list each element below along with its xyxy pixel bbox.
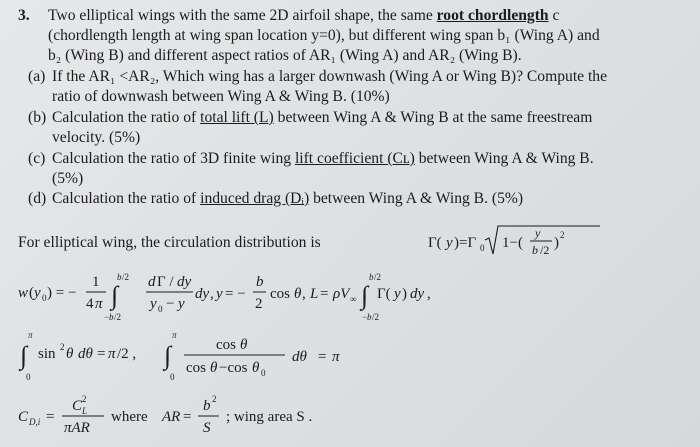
svg-text:θ: θ: [210, 360, 218, 376]
svg-text:Γ(: Γ(: [428, 235, 442, 251]
svg-text:C: C: [18, 409, 29, 425]
svg-text:0: 0: [480, 243, 485, 253]
svg-text:b: b: [109, 312, 114, 322]
part-c-label: (c): [28, 150, 46, 167]
downwash-formula: [18, 272, 431, 322]
svg-text:/2: /2: [114, 312, 122, 322]
part-c-post: between Wing A & Wing B.: [418, 150, 594, 167]
part-b-line-2: velocity. (5%): [52, 129, 141, 146]
svg-text:2: 2: [255, 296, 263, 312]
svg-text:) = −: ) = −: [47, 285, 77, 301]
part-d-pre: Calculation the ratio of: [52, 190, 197, 207]
svg-text:y: y: [216, 286, 223, 302]
svg-text:∫: ∫: [111, 281, 119, 310]
svg-text:−: −: [362, 312, 368, 322]
svg-text:b: b: [367, 312, 372, 322]
svg-text:π: π: [172, 330, 177, 340]
svg-text:dθ: dθ: [78, 346, 93, 362]
svg-text:dy: dy: [177, 274, 192, 290]
svg-text:=: =: [318, 349, 327, 365]
svg-text:/2 ,: /2 ,: [117, 346, 137, 362]
svg-text:b: b: [203, 398, 211, 414]
svg-text:d: d: [148, 274, 156, 290]
induced-drag-term: induced drag (Dᵢ): [200, 190, 310, 207]
part-b-pre: Calculation the ratio of: [52, 109, 197, 126]
svg-text:4: 4: [86, 296, 94, 312]
svg-text:b: b: [256, 274, 264, 290]
svg-text:): ): [554, 235, 559, 251]
svg-text:1: 1: [92, 274, 100, 290]
svg-text:,: ,: [427, 286, 431, 302]
chord-symbol: c: [552, 7, 560, 24]
circulation-formula: [428, 226, 600, 257]
circulation-hint-text: For elliptical wing, the circulation distribution is: [18, 234, 321, 251]
part-b-post: between Wing A & Wing B at the same freestream: [277, 109, 593, 126]
svg-text:/2: /2: [540, 243, 550, 257]
svg-text:=: =: [320, 286, 329, 302]
svg-text:−: −: [104, 312, 110, 322]
total-lift-term: total lift (L): [200, 109, 274, 126]
problem-line-2: (chordlength length at wing span location y=0), but different wing span b₁ (Wing A) and: [48, 27, 600, 44]
svg-text:)=Γ: )=Γ: [454, 235, 477, 251]
svg-text:b: b: [117, 272, 122, 282]
svg-text:θ: θ: [240, 337, 248, 353]
svg-text:dy: dy: [410, 286, 425, 302]
svg-text:π: π: [95, 296, 103, 312]
svg-text:(: (: [29, 285, 34, 301]
svg-text:C: C: [72, 398, 83, 414]
svg-text:L: L: [82, 406, 88, 416]
svg-text:∫: ∫: [361, 281, 369, 310]
induced-drag-formula: [18, 394, 312, 436]
svg-text:θ: θ: [252, 360, 260, 376]
svg-text:= −: = −: [225, 286, 246, 302]
svg-text:Γ(: Γ(: [377, 286, 391, 302]
svg-text:,: ,: [302, 286, 306, 302]
svg-text:θ: θ: [294, 286, 302, 302]
svg-text:0: 0: [170, 372, 175, 382]
svg-text:y: y: [34, 285, 41, 301]
svg-text:D,i: D,i: [29, 417, 41, 427]
svg-text:): ): [402, 286, 407, 302]
svg-text:/2: /2: [372, 312, 380, 322]
svg-text:2: 2: [560, 230, 565, 240]
svg-text:=: =: [97, 346, 106, 362]
svg-text:1−(: 1−(: [502, 235, 523, 251]
svg-text:S: S: [203, 420, 211, 436]
svg-text:=: =: [46, 409, 55, 425]
root-chordlength-term: root chordlength: [436, 7, 549, 24]
svg-text:y: y: [178, 296, 185, 312]
svg-text:y: y: [446, 235, 453, 251]
svg-text:π: π: [28, 330, 33, 340]
svg-text:∞: ∞: [350, 294, 357, 304]
svg-text:∫: ∫: [164, 341, 172, 370]
svg-text:b: b: [369, 272, 374, 282]
part-c-pre: Calculation the ratio of 3D finite wing: [52, 150, 292, 167]
svg-text:θ: θ: [66, 346, 74, 362]
svg-text:π: π: [108, 346, 116, 362]
problem-line-3: b₂ (Wing B) and different aspect ratios of AR₁ (Wing A) and AR₂ (Wing B).: [48, 47, 522, 64]
lift-coefficient-term: lift coefficient (Cʟ): [294, 150, 415, 167]
svg-text:w: w: [18, 285, 29, 301]
svg-text:y: y: [394, 286, 401, 302]
problem-line-1-text: Two elliptical wings with the same 2D airfoil shape, the same: [48, 7, 433, 24]
svg-text:∫: ∫: [20, 341, 28, 370]
svg-text:0: 0: [42, 293, 47, 303]
svg-text:cos: cos: [270, 286, 290, 302]
svg-text:y: y: [150, 296, 157, 312]
part-d-label: (d): [28, 190, 47, 207]
where-text: where: [111, 409, 148, 425]
svg-text:−: −: [166, 296, 175, 312]
part-a-label: (a): [28, 68, 46, 85]
svg-text:0: 0: [26, 372, 31, 382]
svg-text:2: 2: [60, 342, 65, 352]
svg-text:−cos: −cos: [219, 360, 248, 376]
svg-text:π: π: [332, 349, 340, 365]
part-a-line-1: If the AR₁ <AR₂, Which wing has a larger downwash (Wing A or Wing B)? Compute the: [52, 68, 608, 85]
part-c-line-2: (5%): [52, 170, 84, 187]
svg-text:b: b: [532, 243, 538, 257]
svg-text:0: 0: [158, 304, 163, 314]
svg-text:2: 2: [212, 394, 217, 404]
svg-text:ρV: ρV: [333, 286, 350, 302]
svg-text:πAR: πAR: [64, 420, 90, 436]
svg-text:dθ: dθ: [292, 349, 307, 365]
wing-area-text: ; wing area S .: [226, 409, 313, 425]
svg-text:L: L: [310, 286, 319, 302]
svg-text:dy: dy: [195, 286, 210, 302]
svg-text:/2: /2: [122, 272, 130, 282]
part-d-post: between Wing A & Wing B. (5%): [313, 190, 524, 207]
svg-text:y: y: [535, 226, 541, 240]
integral-identities: [18, 330, 340, 382]
svg-text:cos: cos: [216, 337, 236, 353]
svg-text:0: 0: [261, 368, 266, 378]
svg-text:sin: sin: [38, 346, 56, 362]
svg-text:=: =: [183, 409, 192, 425]
svg-text:cos: cos: [186, 360, 206, 376]
svg-text:,: ,: [210, 286, 214, 302]
svg-text:Γ /: Γ /: [157, 274, 174, 290]
part-b-label: (b): [28, 109, 47, 126]
svg-text:AR: AR: [162, 409, 181, 425]
svg-text:/2: /2: [374, 272, 382, 282]
svg-text:2: 2: [82, 394, 87, 404]
problem-number: 3.: [18, 7, 30, 24]
part-a-line-2: ratio of downwash between Wing A & Wing B. (10%): [52, 88, 390, 105]
